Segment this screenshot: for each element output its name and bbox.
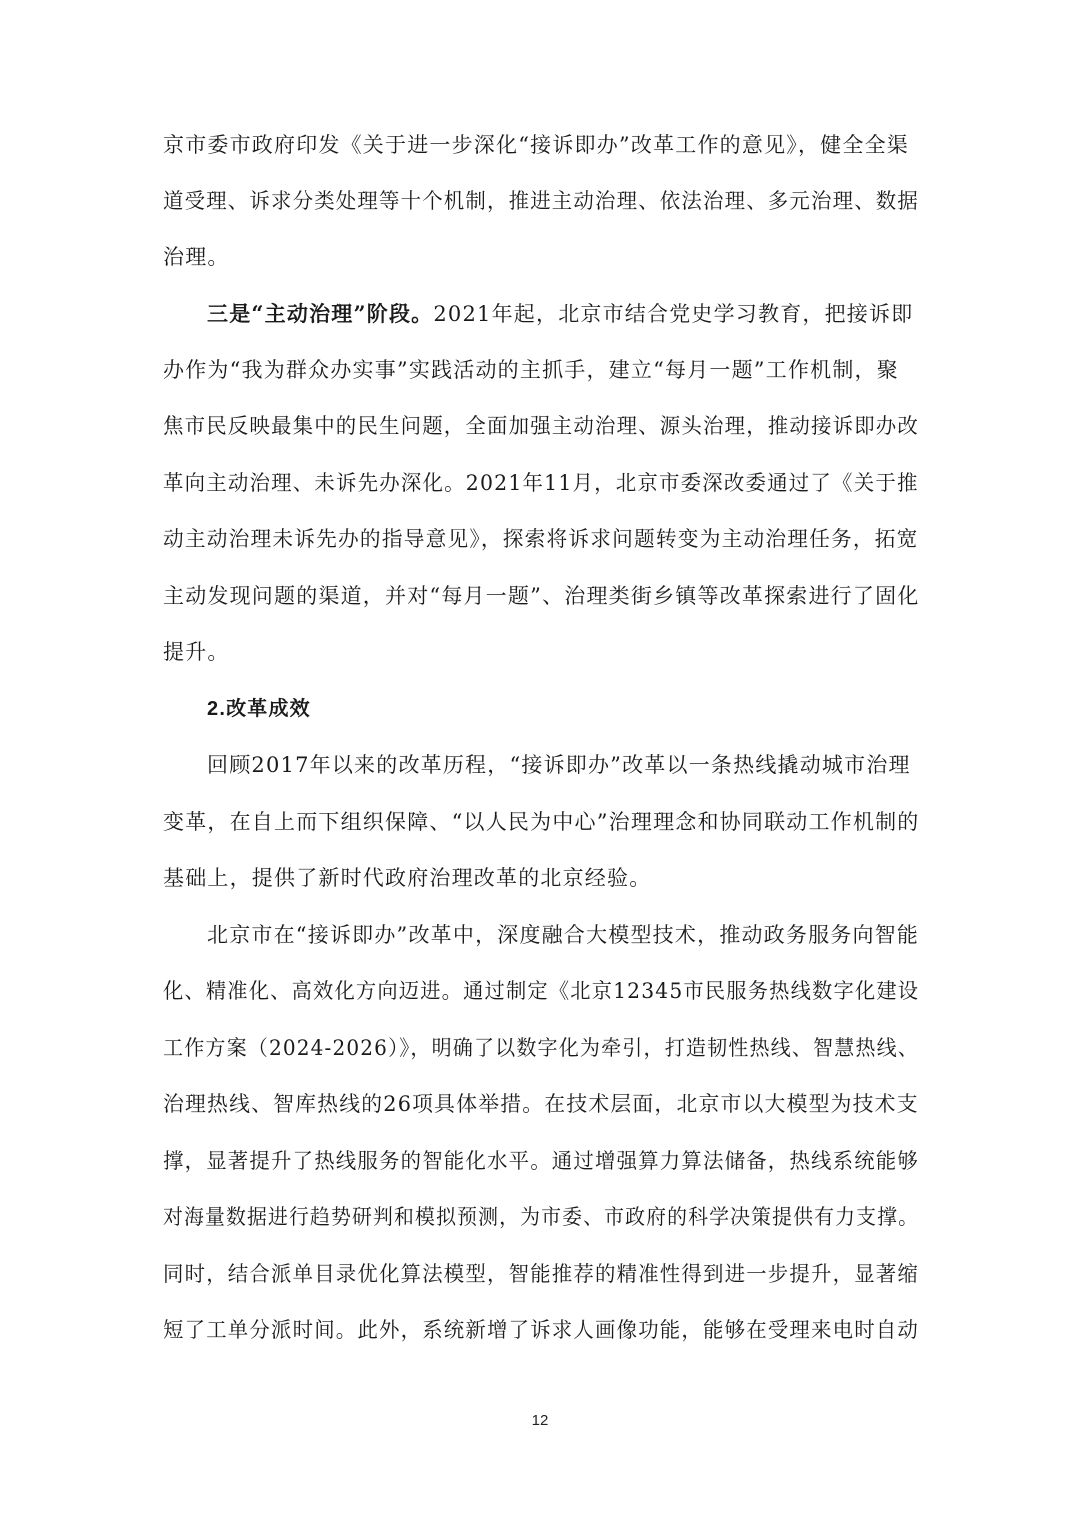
paragraph-2-line-3: 焦市民反映最集中的民生问题，全面加强主动治理、源头治理，推动接诉即办改: [163, 414, 919, 438]
paragraph-2-line-6: 主动发现问题的渠道，并对“每月一题”、治理类街乡镇等改革探索进行了固化: [163, 584, 920, 608]
paragraph-3-line-2: 变革，在自上而下组织保障、“以人民为中心”治理理念和协同联动工作机制的: [163, 810, 920, 834]
paragraph-4-line-4: 治理热线、智库热线的26项具体举措。在技术层面，北京市以大模型为技术支: [163, 1092, 919, 1116]
section-heading: 2.改革成效: [207, 698, 311, 720]
paragraph-2-lead: 三是“主动治理”阶段。: [207, 301, 434, 326]
paragraph-2-line-5: 动主动治理未诉先办的指导意见》，探索将诉求问题转变为主动治理任务，拓宽: [163, 527, 919, 551]
paragraph-1-line-1: 京市委市政府印发《关于进一步深化“接诉即办”改革工作的意见》，健全全渠: [163, 133, 909, 157]
paragraph-2-first-rest: 2021年起，北京市结合党史学习教育，把接诉即: [433, 302, 914, 326]
paragraph-2-line-4: 革向主动治理、未诉先办深化。2021年11月，北京市委深改委通过了《关于推: [163, 471, 919, 495]
paragraph-4-line-8: 短了工单分派时间。此外，系统新增了诉求人画像功能，能够在受理来电时自动: [163, 1318, 919, 1342]
paragraph-4-line-1: 北京市在“接诉即办”改革中，深度融合大模型技术，推动政务服务向智能: [207, 923, 920, 947]
paragraph-2-line-1: [207, 299, 913, 329]
paragraph-4-line-2: 化、精准化、高效化方向迈进。通过制定《北京12345市民服务热线数字化建设: [163, 979, 920, 1003]
paragraph-3-line-1: 回顾2017年以来的改革历程，“接诉即办”改革以一条热线撬动城市治理: [207, 753, 911, 777]
paragraph-4-line-5: 撑，显著提升了热线服务的智能化水平。通过增强算力算法储备，热线系统能够: [163, 1149, 919, 1173]
paragraph-1-line-2: 道受理、诉求分类处理等十个机制，推进主动治理、依法治理、多元治理、数据: [163, 189, 919, 213]
page-number: 12: [531, 1412, 549, 1429]
paragraph-1-line-3: 治理。: [163, 245, 230, 269]
paragraph-4-line-6: 对海量数据进行趋势研判和模拟预测，为市委、市政府的科学决策提供有力支撑。: [163, 1205, 920, 1229]
paragraph-2-line-7: 提升。: [163, 640, 230, 664]
paragraph-4-line-3: 工作方案（2024-2026）》，明确了以数字化为牵引，打造韧性热线、智慧热线、: [163, 1036, 919, 1060]
paragraph-3-line-3: 基础上，提供了新时代政府治理改革的北京经验。: [163, 866, 652, 890]
paragraph-4-line-7: 同时，结合派单目录优化算法模型，智能推荐的精准性得到进一步提升，显著缩: [163, 1262, 919, 1286]
paragraph-2-line-2: 办作为“我为群众办实事”实践活动的主抓手，建立“每月一题”工作机制，聚: [163, 358, 899, 382]
